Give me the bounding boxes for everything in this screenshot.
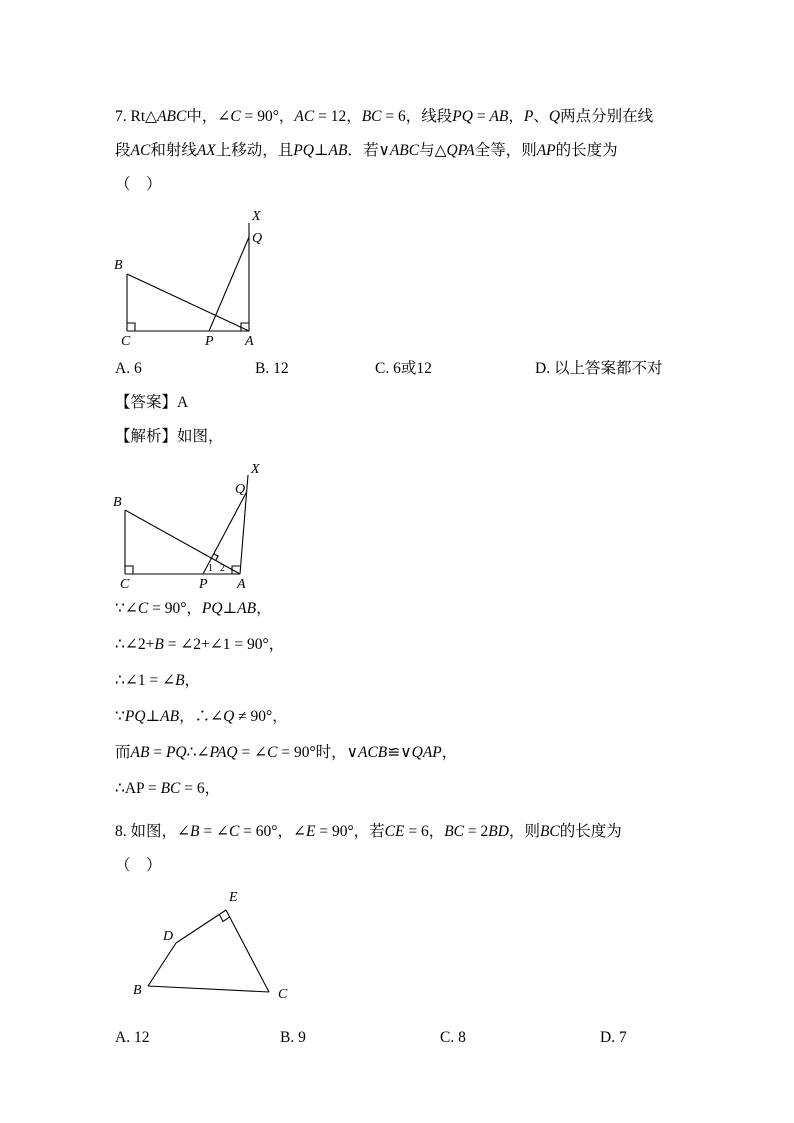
problem7-option-d: D. 以上答案都不对 [535, 360, 663, 377]
problem7-analysis-intro: 【解析】如图， [115, 428, 224, 445]
problem8-block [115, 815, 744, 883]
fig2-right-angle-C [125, 566, 133, 574]
fig2-label-C: C [120, 577, 130, 589]
solution-step-5: 而AB = PQ∴∠PAQ = ∠C = 90°时，∨ACB≌∨QAP， [115, 744, 458, 761]
fig3-label-E: E [229, 890, 238, 905]
fig1-segment-QP [209, 237, 249, 331]
fig1-right-angle-C [127, 323, 135, 331]
fig3-edge-EC [226, 910, 269, 992]
fig2-label-A: A [237, 577, 246, 589]
fig1-label-Q: Q [252, 231, 263, 246]
problem8-option-b: B. 9 [280, 1029, 306, 1046]
fig1-edge-BA [127, 274, 249, 331]
problem7-option-c: C. 6或12 [375, 360, 432, 377]
fig1-label-C: C [121, 334, 131, 347]
fig2-label-P: P [199, 577, 208, 589]
fig1-right-angle-A [241, 323, 249, 331]
fig1-label-B: B [114, 258, 123, 273]
solution-step-4: ∵PQ⊥AB，∴∠Q ≠ 90°， [115, 708, 288, 725]
solution-step-2: ∴∠2+B = ∠2+∠1 = 90°， [115, 636, 285, 653]
fig2-label-Q: Q [235, 482, 246, 497]
problem7-answer: 【答案】A [115, 394, 189, 411]
fig3-edge-BD [148, 943, 176, 986]
solution-step-6: ∴AP = BC = 6， [115, 780, 221, 797]
fig2-label-angle2: 2 [220, 563, 225, 574]
fig3-label-D: D [163, 929, 174, 944]
problem7-option-b: B. 12 [255, 360, 289, 377]
problem7-statement-line2: 段AC和射线AX上移动，且PQ⊥AB．若∨ABC与△QPA全等，则AP的长度为 [115, 142, 618, 159]
fig1-label-A: A [245, 334, 254, 347]
problem8-figure [119, 886, 319, 1011]
solution-step-1: ∵∠C = 90°，PQ⊥AB， [115, 600, 272, 617]
fig3-edge-DE [176, 910, 226, 943]
fig3-label-B: B [133, 983, 142, 998]
fig3-edge-BC [148, 986, 269, 992]
problem8-statement-line1: 8. 如图，∠B = ∠C = 60°，∠E = 90°，若CE = 6，BC = 2BD，则BC的长度为 [115, 823, 622, 840]
problem8-option-a: A. 12 [115, 1029, 150, 1046]
problem8-option-c: C. 8 [440, 1029, 466, 1046]
problem7-figure [111, 205, 301, 347]
fig2-label-angle1: 1 [208, 563, 213, 574]
fig2-segment-QP [203, 492, 247, 574]
fig1-label-P: P [205, 334, 214, 347]
fig3-right-angle-E [219, 914, 229, 921]
solution-step-3: ∴∠1 = ∠B， [115, 672, 201, 689]
problem7-solution-figure [111, 457, 301, 589]
problem8-options [115, 1021, 744, 1055]
problem7-solution-steps [115, 591, 744, 807]
problem7-statement-line1: 7. Rt△ABC中，∠C = 90°，AC = 12，BC = 6，线段PQ = AB，P、Q两点分别在线 [115, 108, 654, 125]
fig2-label-X: X [251, 462, 260, 477]
problem7-options [115, 352, 744, 386]
problem8-bracket-line: （ ） [115, 857, 162, 874]
fig1-label-X: X [252, 209, 261, 224]
fig3-label-C: C [278, 987, 288, 1002]
problem7-option-a: A. 6 [115, 360, 142, 377]
problem8-option-d: D. 7 [600, 1029, 627, 1046]
problem7-bracket-line: （ ） [115, 176, 162, 193]
fig2-label-B: B [113, 495, 122, 510]
